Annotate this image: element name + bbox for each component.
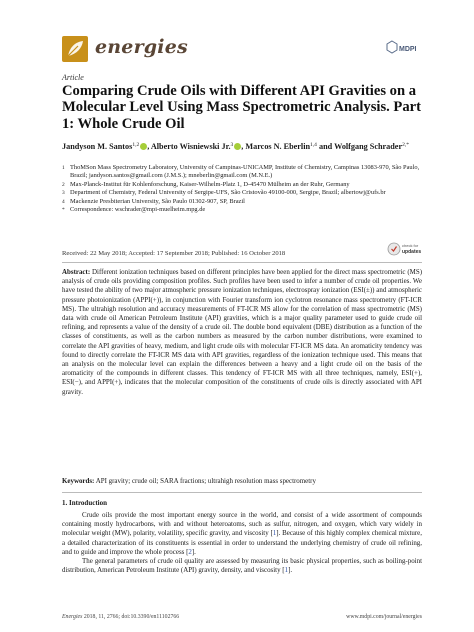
divider xyxy=(62,492,422,493)
keywords-label: Keywords: xyxy=(62,477,95,485)
journal-url-link[interactable]: www.mdpi.com/journal/energies xyxy=(346,614,422,620)
affiliation-number: 3 xyxy=(62,190,65,197)
svg-text:check for: check for xyxy=(402,243,419,248)
affiliation-item xyxy=(62,181,422,189)
affiliation-text: Max-Planck-Institut für Kohlenforschung, Kaiser-Wilhelm-Platz 1, D-45470 Mülheim an der Ruhr, Germany xyxy=(70,180,350,188)
affiliation-list xyxy=(62,164,422,214)
author-list xyxy=(62,140,422,152)
citation-link[interactable]: 1 xyxy=(284,566,289,575)
affiliation-text: Department of Chemistry, Federal University of Sergipe-UFS, São Cristovão 49100-000, Sergipe, Brazil; albertowj@ufs.br xyxy=(70,189,386,197)
introduction-body xyxy=(62,511,422,575)
mdpi-logo-icon[interactable] xyxy=(386,40,422,60)
affiliation-text: ThoMSon Mass Spectrometry Laboratory, University of Campinas-UNICAMP, Institute of Chemistry, Campinas 13083-970, São Paulo, Brazil; jandyson.santos@gmail.com (J.M.S.); mneberlin@gmail.com (M.N.E.) xyxy=(70,164,420,180)
citation-link[interactable]: 2 xyxy=(188,547,192,556)
journal-name[interactable]: energies xyxy=(95,36,188,58)
author-affiliation-marker: 1,4 xyxy=(310,142,317,148)
author-affiliation-marker: 2,* xyxy=(402,142,409,148)
author-name: Wolfgang Schrader xyxy=(334,142,403,151)
author-affiliation-marker: 3 xyxy=(230,142,234,148)
author-name: Alberto Wisniewski Jr. xyxy=(150,142,231,151)
keywords xyxy=(62,477,422,486)
affiliation-text: Correspondence: wschrader@mpi-muelheim.mpg.de xyxy=(70,206,206,214)
divider xyxy=(62,262,422,263)
citation-link[interactable]: 1 xyxy=(272,529,277,538)
article-type: Article xyxy=(62,73,84,82)
svg-text:updates: updates xyxy=(402,249,422,255)
author-separator: , xyxy=(241,142,246,151)
affiliation-number: 4 xyxy=(62,198,65,205)
affiliation-item xyxy=(62,198,422,206)
abstract xyxy=(62,268,422,397)
author-separator: and xyxy=(316,142,335,151)
paragraph: Crude oils provide the most important energy source in the world, and consist of a wide assortment of compounds containing mostly hydrocarbons, with and without heteroatoms, such as sulfur, nitrogen, and oxygen, which vary widely in molecular weight (MW), polarity, volatility, specific gravity, and viscosity [1]. Because of this highly complex chemical mixture, a detailed characterization of its constituents is essential in order to understand the underlying chemistry of crude oil refining, and to guide and improve the whole process [2]. xyxy=(62,511,422,556)
affiliation-item xyxy=(62,206,422,214)
affiliation-item xyxy=(62,164,422,181)
affiliation-number: 1 xyxy=(62,165,65,171)
paragraph: The general parameters of crude oil quality are assessed by measuring its basic physical properties, such as boiling-point distribution, American Petroleum Institute (API) gravity, density, and viscosity [1]. xyxy=(62,557,422,575)
affiliation-item xyxy=(62,189,422,197)
svg-text:MDPI: MDPI xyxy=(399,46,417,53)
footer-citation: Energies 2018, 11, 2766; doi:10.3390/en11102766 xyxy=(62,614,180,620)
article-title: Comparing Crude Oils with Different API Gravities on a Molecular Level Using Mass Spectrometric Analysis. Part 1: Whole Crude Oil xyxy=(62,83,421,132)
abstract-text: Different ionization techniques based on different principles have been applied for the direct mass spectrometric (MS) analysis of crude oils providing composition profiles. Such profiles have been used to infer a number of crude oil properties. We have tested the ability of two major atmospheric pressure ionization techniques, electrospray ionization (ESI(±)) and atmospheric pressure photoionization (APPI(+)), in conjunction with Fourier transform ion cyclotron resonance mass spectrometry (FT-ICR MS). The ultrahigh resolution and accuracy measurements of FT-ICR MS allow for the correlation of mass spectrometric (MS) data with crude oil American Petroleum Institute (API) gravities, which is a major quality parameter used to guide crude oil refining, and represents a value of the density of a crude oil. The double bond equivalent (DBE) distribution as a function of the classes of constituents, as well as the carbon numbers as measured by the carbon number distributions, were examined to correlate the API gravities of heavy, medium, and light crude oils with molecular FT-ICR MS data. An aromaticity tendency was found to directly correlate the FT-ICR MS data with API gravities, regardless of the ionization technique used. This means that an analysis on the molecular level can explain the differences between a heavy and a light crude oil on the basis of the aromaticity of the compounds in different classes. This tendency of FT-ICR MS with all three techniques, namely, ESI(+), ESI(−), and APPI(+), indicates that the molecular composition of the constituents of crude oils is directly associated with API gravity. xyxy=(62,268,422,396)
keywords-text: API gravity; crude oil; SARA fractions; ultrahigh resolution mass spectrometry xyxy=(95,477,316,485)
author-name: Marcos N. Eberlin xyxy=(245,142,311,151)
section-heading-introduction: 1. Introduction xyxy=(62,499,107,507)
journal-header xyxy=(62,34,422,68)
abstract-label: Abstract: xyxy=(62,268,91,276)
check-for-updates-badge[interactable] xyxy=(387,238,423,260)
publication-dates: Received: 22 May 2018; Accepted: 17 September 2018; Published: 16 October 2018 xyxy=(62,250,286,257)
affiliation-text: Mackenzie Presbiterian University, São Paulo 01302-907, SP, Brazil xyxy=(70,197,245,205)
author-affiliation-marker: 1,2 xyxy=(132,142,140,148)
energies-leaf-logo-icon xyxy=(62,36,88,62)
affiliation-number: * xyxy=(62,207,65,214)
author-separator: , xyxy=(147,142,151,151)
author-name: Jandyson M. Santos xyxy=(62,142,133,151)
affiliation-number: 2 xyxy=(62,181,65,188)
